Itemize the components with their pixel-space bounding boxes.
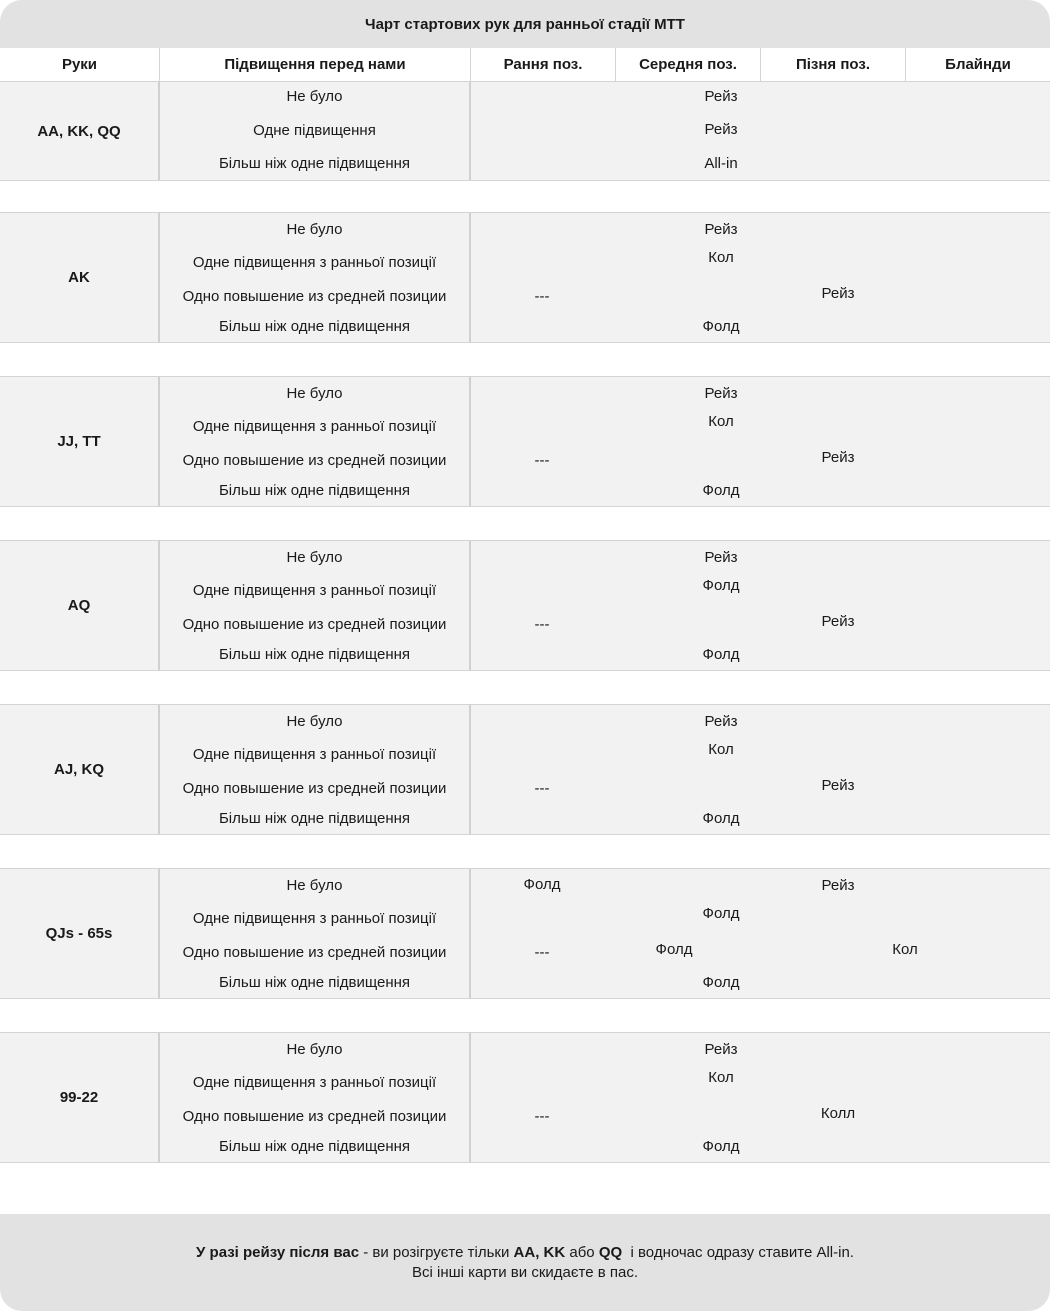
condition-one-raise-middle: Одно повышение из средней позиции <box>182 944 447 961</box>
header-hands: Руки <box>0 48 160 81</box>
condition-none: Не було <box>286 549 343 566</box>
condition-one-raise-middle: Одно повышение из средней позиции <box>182 616 447 633</box>
conditions-cell <box>160 705 471 834</box>
action-cell: Фолд <box>523 876 561 893</box>
footnote-text: - ви розігруєте тільки <box>359 1243 514 1261</box>
condition-multi: Більш ніж одне підвищення <box>218 155 411 172</box>
action-cell: Кол <box>708 249 734 266</box>
footnote <box>0 1214 1050 1311</box>
action-cell: Колл <box>820 1105 856 1122</box>
hand-label: JJ, TT <box>0 377 160 506</box>
condition-one-raise-early: Одне підвищення з ранньої позиції <box>192 910 437 927</box>
action-cell: Рейз <box>704 713 738 730</box>
conditions-cell <box>160 1033 471 1162</box>
action-cell: Кол <box>708 741 734 758</box>
hand-group-aj-kq <box>0 704 1050 835</box>
footnote-line-2: Всі інші карти ви скидаєте в пас. <box>411 1263 638 1281</box>
conditions-cell <box>160 377 471 506</box>
action-cell: --- <box>534 452 550 469</box>
condition-one-raise-early: Одне підвищення з ранньої позиції <box>192 746 437 763</box>
action-cell: Фолд <box>702 905 740 922</box>
condition-none: Не було <box>286 877 343 894</box>
chart-title: Чарт стартових рук для ранньої стадії MTT <box>0 0 1050 48</box>
condition-one-raise-early: Одне підвищення з ранньої позиції <box>192 254 437 271</box>
action-cell: Рейз <box>821 777 855 794</box>
action-cell: Рейз <box>704 221 738 238</box>
condition-one-raise: Одне підвищення <box>253 122 376 139</box>
action-cell: Рейз <box>704 1041 738 1058</box>
condition-multi: Більш ніж одне підвищення <box>218 318 411 335</box>
condition-multi: Більш ніж одне підвищення <box>218 810 411 827</box>
action-cell: Рейз <box>704 385 738 402</box>
condition-one-raise-early: Одне підвищення з ранньої позиції <box>192 1074 437 1091</box>
header-late-position: Пізня поз. <box>761 48 906 81</box>
action-cell: Кол <box>708 413 734 430</box>
hand-group-99-22 <box>0 1032 1050 1163</box>
condition-none: Не було <box>286 221 343 238</box>
conditions-cell <box>160 82 471 180</box>
hand-label: 99-22 <box>0 1033 160 1162</box>
condition-one-raise-early: Одне підвищення з ранньої позиції <box>192 582 437 599</box>
condition-multi: Більш ніж одне підвищення <box>218 974 411 991</box>
action-cell: Фолд <box>702 577 740 594</box>
hand-group-ak <box>0 212 1050 343</box>
action-cell: --- <box>534 780 550 797</box>
header-blinds: Блайнди <box>945 56 1011 73</box>
footnote-text: і водночас одразу ставите All-in. <box>622 1243 854 1261</box>
action-cell: Фолд <box>702 810 740 827</box>
action-cell: Фолд <box>702 318 740 335</box>
action-cell: Рейз <box>704 88 738 105</box>
hand-group-jj-tt <box>0 376 1050 507</box>
action-cell: All-in <box>704 155 738 172</box>
action-cell: Кол <box>708 1069 734 1086</box>
footnote-hands: AA, KK <box>513 1243 566 1261</box>
action-cell: Фолд <box>655 941 693 958</box>
action-cell: Фолд <box>702 646 740 663</box>
action-cell: Фолд <box>702 974 740 991</box>
condition-one-raise-middle: Одно повышение из средней позиции <box>182 780 447 797</box>
hand-group-aa-kk-qq <box>0 82 1050 181</box>
condition-one-raise-early: Одне підвищення з ранньої позиції <box>192 418 437 435</box>
conditions-cell <box>160 213 471 342</box>
footnote-text: або <box>565 1243 599 1261</box>
action-cell: --- <box>534 288 550 305</box>
hand-group-qjs-65s <box>0 868 1050 999</box>
condition-none: Не було <box>286 88 343 105</box>
conditions-cell <box>160 541 471 670</box>
condition-none: Не було <box>286 713 343 730</box>
action-cell: --- <box>534 1108 550 1125</box>
hand-label: AK <box>0 213 160 342</box>
hand-label: AJ, KQ <box>0 705 160 834</box>
action-cell: Рейз <box>821 449 855 466</box>
action-cell: Фолд <box>702 482 740 499</box>
action-cell: Рейз <box>821 877 855 894</box>
header-row <box>0 48 1050 82</box>
condition-one-raise-middle: Одно повышение из средней позиции <box>182 452 447 469</box>
hand-label: QJs - 65s <box>0 869 160 998</box>
conditions-cell <box>160 869 471 998</box>
header-early-position: Рання поз. <box>471 48 616 81</box>
action-cell: Фолд <box>702 1138 740 1155</box>
hand-label: AA, KK, QQ <box>0 82 160 180</box>
condition-none: Не було <box>286 1041 343 1058</box>
action-cell: --- <box>534 944 550 961</box>
action-cell: Рейз <box>704 121 738 138</box>
action-cell: --- <box>534 616 550 633</box>
hand-group-aq <box>0 540 1050 671</box>
action-cell: Рейз <box>704 549 738 566</box>
footnote-lead: У разі рейзу після вас <box>196 1243 360 1261</box>
header-raises-before: Підвищення перед нами <box>160 48 471 81</box>
condition-one-raise-middle: Одно повышение из средней позиции <box>182 288 447 305</box>
condition-multi: Більш ніж одне підвищення <box>218 482 411 499</box>
action-cell: Кол <box>892 941 918 958</box>
footnote-hand: QQ <box>598 1243 623 1261</box>
footnote-line-1 <box>196 1243 854 1263</box>
action-cell: Рейз <box>821 285 855 302</box>
condition-one-raise-middle: Одно повышение из средней позиции <box>182 1108 447 1125</box>
header-middle-position: Середня поз. <box>616 48 761 81</box>
condition-multi: Більш ніж одне підвищення <box>218 646 411 663</box>
action-cell: Рейз <box>821 613 855 630</box>
condition-none: Не було <box>286 385 343 402</box>
hand-label: AQ <box>0 541 160 670</box>
condition-multi: Більш ніж одне підвищення <box>218 1138 411 1155</box>
